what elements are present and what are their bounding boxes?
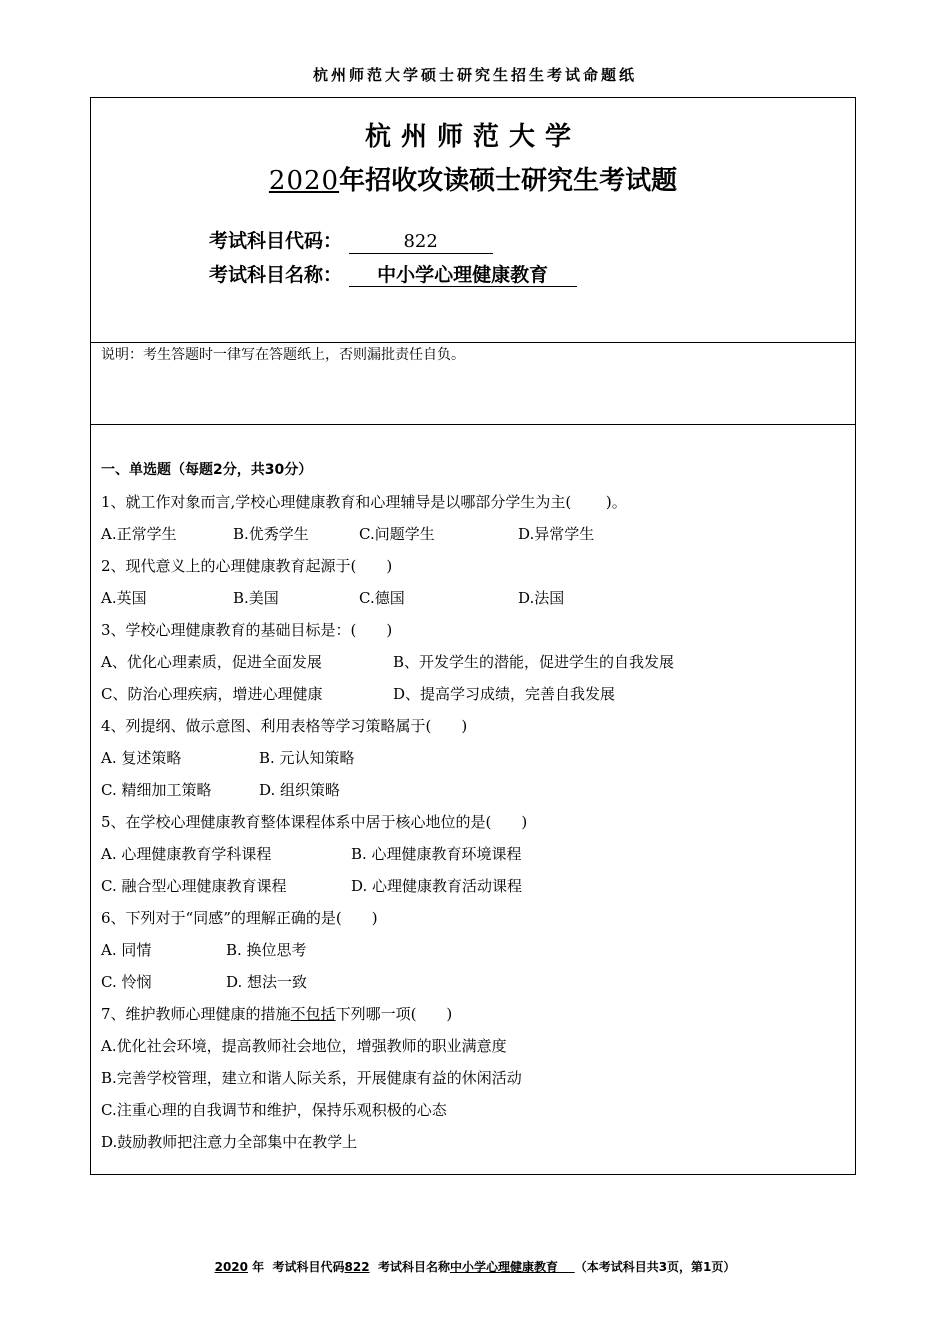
note-section	[91, 343, 855, 425]
question-4-options-row2	[101, 774, 841, 806]
option: A. 复述策略	[101, 749, 182, 767]
option: D、提高学习成绩，完善自我发展	[393, 685, 616, 703]
footer-name-label: 考试科目名称	[369, 1260, 450, 1274]
option: A. 同情	[101, 941, 152, 959]
option: C. 怜悯	[101, 973, 152, 991]
question-1-options	[101, 518, 841, 550]
footer-year-suffix: 年 考试科目代码	[248, 1260, 345, 1274]
question-7-stem-post: 下列哪一项( )	[335, 1005, 453, 1023]
question-3-options-row2	[101, 678, 841, 710]
questions-section	[101, 454, 841, 1158]
question-7-stem-pre: 7、维护教师心理健康的措施	[101, 1005, 291, 1023]
option: C. 精细加工策略	[101, 781, 212, 799]
subject-code-label: 考试科目代码：	[209, 230, 343, 252]
footer-underline-gap	[558, 1260, 575, 1274]
title-section	[91, 98, 855, 343]
exam-note: 说明：考生答题时一律写在答题纸上，否则漏批责任自负。	[101, 347, 465, 363]
option: D. 心理健康教育活动课程	[351, 877, 523, 895]
footer-year: 2020	[214, 1260, 248, 1274]
exam-title-text: 年招收攻读硕士研究生考试题	[339, 166, 678, 196]
option: C.问题学生	[359, 525, 435, 543]
subject-name: 中小学心理健康教育	[349, 264, 577, 287]
option: B、开发学生的潜能，促进学生的自我发展	[393, 653, 675, 671]
question-7-option-c: C.注重心理的自我调节和维护，保持乐观积极的心态	[101, 1101, 447, 1119]
page-footer	[0, 1258, 950, 1275]
section-heading: 一、单选题（每题2分，共30分）	[101, 462, 313, 478]
option: B. 换位思考	[226, 941, 307, 959]
option: D. 组织策略	[259, 781, 341, 799]
option: A. 心理健康教育学科课程	[101, 845, 272, 863]
option: A、优化心理素质，促进全面发展	[101, 653, 322, 671]
exam-frame	[90, 97, 856, 1175]
question-7-option-d: D.鼓励教师把注意力全部集中在教学上	[101, 1133, 358, 1151]
question-3-options-row1	[101, 646, 841, 678]
option: C.德国	[359, 589, 405, 607]
question-5-options-row2	[101, 870, 841, 902]
question-6-options-row2	[101, 966, 841, 998]
subject-code-line	[209, 226, 493, 254]
footer-subject-name: 中小学心理健康教育	[449, 1260, 558, 1274]
question-5-stem: 5、在学校心理健康教育整体课程体系中居于核心地位的是( )	[101, 813, 528, 831]
question-7-option-a: A.优化社会环境，提高教师社会地位，增强教师的职业满意度	[101, 1037, 507, 1055]
option: B.美国	[233, 589, 279, 607]
option: A.英国	[101, 589, 147, 607]
exam-year: 2020	[268, 166, 340, 196]
subject-name-line	[209, 260, 577, 287]
footer-code: 822	[344, 1260, 370, 1274]
subject-code: 822	[349, 231, 493, 254]
option: D.法国	[518, 589, 565, 607]
exam-title	[91, 160, 855, 197]
option: C、防治心理疾病，增进心理健康	[101, 685, 323, 703]
option: B. 元认知策略	[259, 749, 355, 767]
question-4-options-row1	[101, 742, 841, 774]
option: C. 融合型心理健康教育课程	[101, 877, 287, 895]
question-6-stem: 6、下列对于“同感”的理解正确的是( )	[101, 909, 378, 927]
university-name: 杭州师范大学	[364, 122, 581, 152]
option: D. 想法一致	[226, 973, 308, 991]
question-2-stem: 2、现代意义上的心理健康教育起源于( )	[101, 557, 393, 575]
question-2-options	[101, 582, 841, 614]
question-4-stem: 4、列提纲、做示意图、利用表格等学习策略属于( )	[101, 717, 468, 735]
question-7-option-b: B.完善学校管理，建立和谐人际关系，开展健康有益的休闲活动	[101, 1069, 522, 1087]
question-6-options-row1	[101, 934, 841, 966]
question-7-stem	[101, 998, 841, 1030]
option: A.正常学生	[101, 525, 177, 543]
option: B. 心理健康教育环境课程	[351, 845, 522, 863]
question-3-stem: 3、学校心理健康教育的基础目标是：( )	[101, 621, 393, 639]
question-7-stem-emphasis: 不包括	[290, 1005, 336, 1023]
footer-pages: （本考试科目共3页，第1页）	[574, 1260, 736, 1274]
question-5-options-row1	[101, 838, 841, 870]
page-header: 杭州师范大学硕士研究生招生考试命题纸	[312, 66, 637, 84]
question-1-stem: 1、就工作对象而言,学校心理健康教育和心理辅导是以哪部分学生为主( )。	[101, 493, 627, 511]
option: D.异常学生	[518, 525, 595, 543]
option: B.优秀学生	[233, 525, 309, 543]
subject-name-label: 考试科目名称：	[209, 264, 343, 286]
